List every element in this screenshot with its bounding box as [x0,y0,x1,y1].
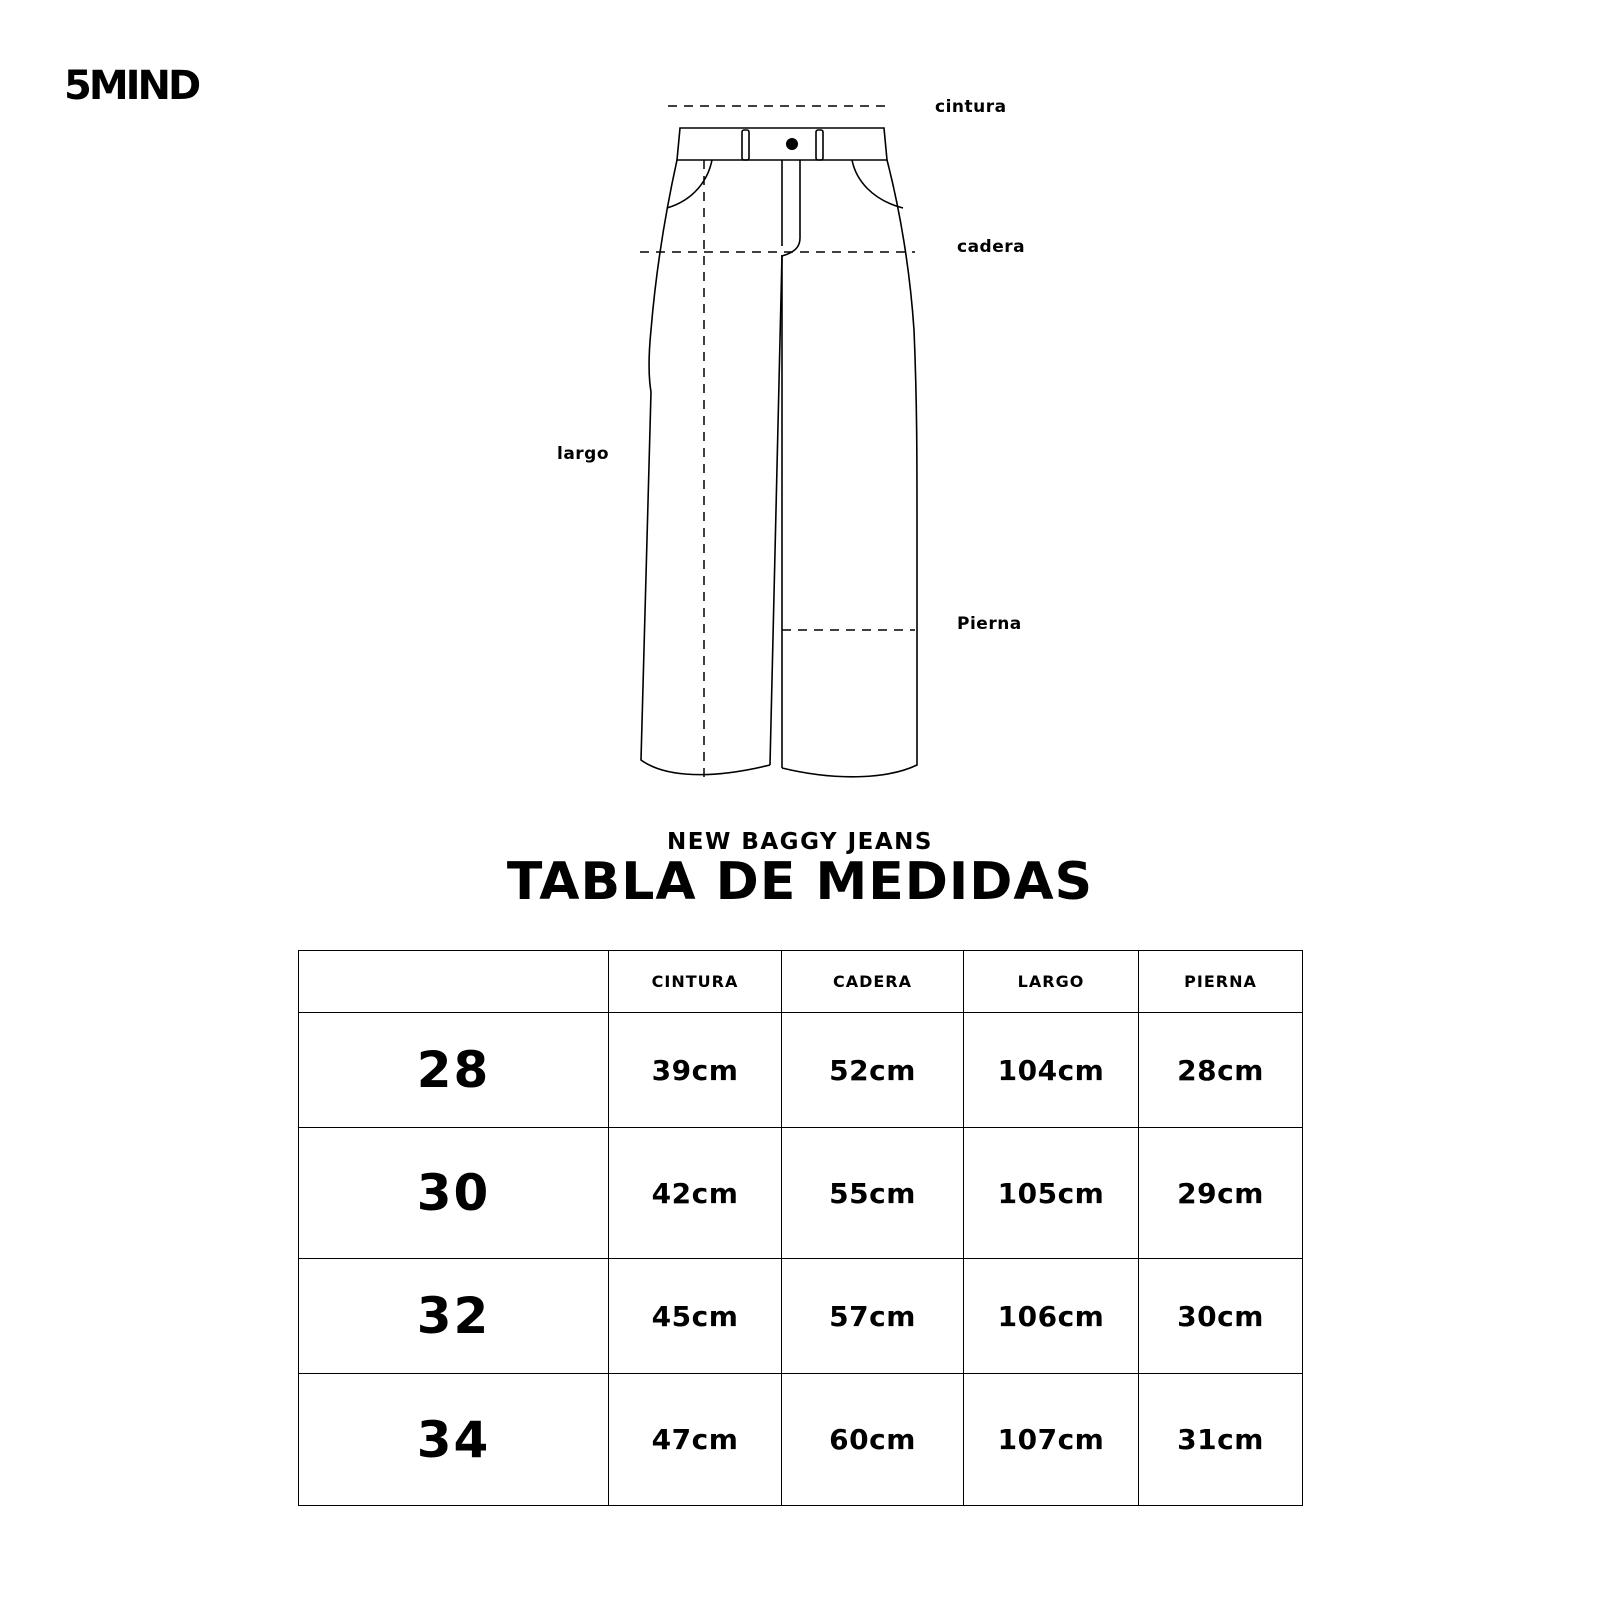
page-title: TABLA DE MEDIDAS [506,852,1094,912]
size-cell: 30 [299,1128,609,1259]
cintura-cell: 47cm [609,1374,782,1506]
size-cell: 32 [299,1259,609,1374]
cintura-cell: 45cm [609,1259,782,1374]
cadera-cell: 57cm [782,1259,964,1374]
fly-curve [782,160,800,256]
table-row [299,1259,1303,1374]
pocket-right [852,160,903,208]
brand-logo: 5MIND [64,63,199,109]
inner-leg-left [770,255,782,765]
pierna-cell: 28cm [1139,1013,1303,1128]
largo-cell: 107cm [964,1374,1139,1506]
largo-cell: 106cm [964,1259,1139,1374]
belt-loop-left [742,130,749,160]
label-pierna: Pierna [957,614,1022,634]
size-cell: 34 [299,1374,609,1506]
size-chart-table [298,950,1303,1506]
table-row [299,1128,1303,1259]
cadera-cell: 52cm [782,1013,964,1128]
header-cell-cintura: CINTURA [609,951,782,1013]
header-cell-pierna: PIERNA [1139,951,1303,1013]
largo-cell: 104cm [964,1013,1139,1128]
header-cell-cadera: CADERA [782,951,964,1013]
table-row [299,1013,1303,1128]
largo-cell: 105cm [964,1128,1139,1259]
cadera-cell: 55cm [782,1128,964,1259]
header-cell-size [299,951,609,1013]
cintura-cell: 39cm [609,1013,782,1128]
product-name: NEW BAGGY JEANS [667,829,933,855]
pierna-cell: 31cm [1139,1374,1303,1506]
table-header-row [299,951,1303,1013]
cintura-cell: 42cm [609,1128,782,1259]
table-row [299,1374,1303,1506]
pierna-cell: 30cm [1139,1259,1303,1374]
label-largo: largo [557,444,610,464]
header-cell-largo: LARGO [964,951,1139,1013]
cadera-cell: 60cm [782,1374,964,1506]
waistband-outline [677,128,887,160]
pierna-cell: 29cm [1139,1128,1303,1259]
label-cintura: cintura [935,97,1007,117]
belt-loop-right [816,130,823,160]
size-cell: 28 [299,1013,609,1128]
pocket-left [667,160,712,208]
label-cadera: cadera [957,237,1026,257]
waist-button [786,138,798,150]
